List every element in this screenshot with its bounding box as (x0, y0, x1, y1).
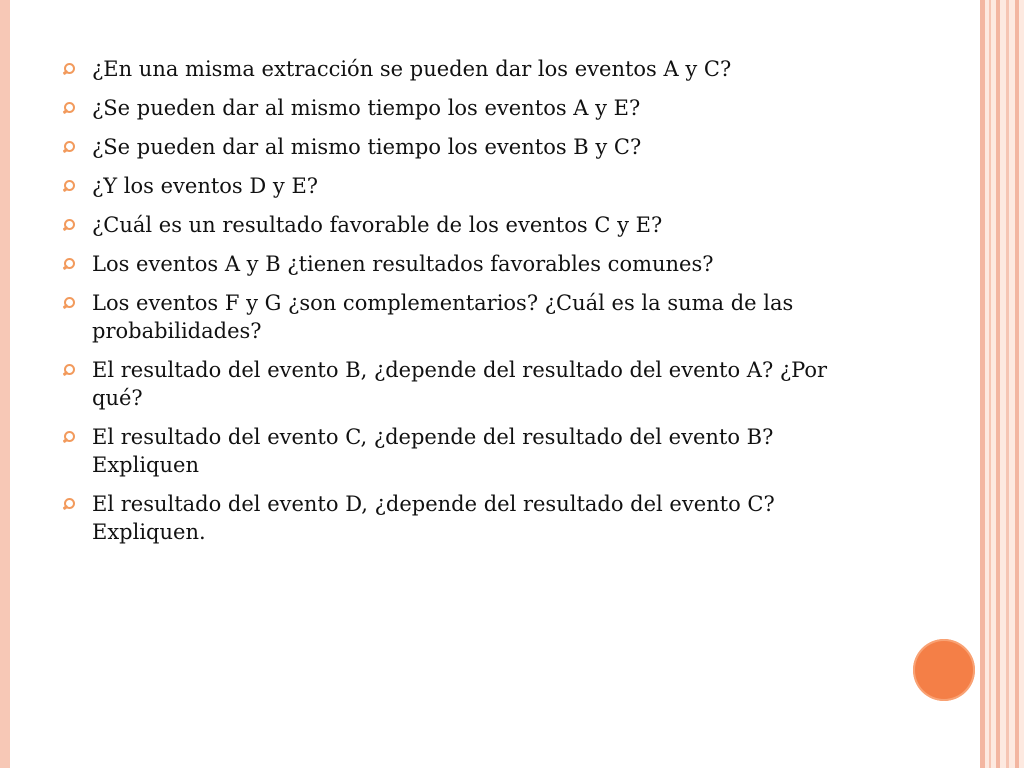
list-item-text: Los eventos F y G ¿son complementarios? ¿Cuál es la suma de las probabilidades? (92, 291, 794, 343)
bullet-icon (64, 431, 75, 442)
slide-content (62, 55, 882, 557)
list-item (62, 55, 882, 83)
list-item (62, 94, 882, 122)
list-item (62, 490, 882, 546)
list-item-text: ¿Se pueden dar al mismo tiempo los eventos A y E? (92, 96, 641, 120)
list-item (62, 133, 882, 161)
bullet-icon (64, 141, 75, 152)
list-item (62, 250, 882, 278)
left-border (0, 0, 10, 768)
frame-stripe (996, 0, 1000, 768)
list-item-text: ¿En una misma extracción se pueden dar los eventos A y C? (92, 57, 732, 81)
orange-circle-icon (913, 639, 975, 701)
list-item (62, 289, 882, 345)
list-item-text: El resultado del evento D, ¿depende del resultado del evento C? Expliquen. (92, 492, 775, 544)
bullet-list (62, 55, 882, 546)
bullet-icon (64, 297, 75, 308)
list-item (62, 423, 882, 479)
frame-stripe (1015, 0, 1019, 768)
list-item (62, 356, 882, 412)
list-item-text: El resultado del evento B, ¿depende del resultado del evento A? ¿Por qué? (92, 358, 828, 410)
list-item-text: ¿Cuál es un resultado favorable de los eventos C y E? (92, 213, 663, 237)
list-item-text: Los eventos A y B ¿tienen resultados favorables comunes? (92, 252, 714, 276)
list-item-text: ¿Y los eventos D y E? (92, 174, 319, 198)
bullet-icon (64, 102, 75, 113)
bullet-icon (64, 258, 75, 269)
bullet-icon (64, 63, 75, 74)
list-item-text: El resultado del evento C, ¿depende del resultado del evento B? Expliquen (92, 425, 774, 477)
frame-stripe (1006, 0, 1009, 768)
right-frame-decoration (980, 0, 1024, 768)
list-item-text: ¿Se pueden dar al mismo tiempo los eventos B y C? (92, 135, 642, 159)
bullet-icon (64, 364, 75, 375)
list-item (62, 172, 882, 200)
frame-stripe (980, 0, 985, 768)
bullet-icon (64, 180, 75, 191)
bullet-icon (64, 219, 75, 230)
list-item (62, 211, 882, 239)
frame-stripe (989, 0, 991, 768)
bullet-icon (64, 498, 75, 509)
